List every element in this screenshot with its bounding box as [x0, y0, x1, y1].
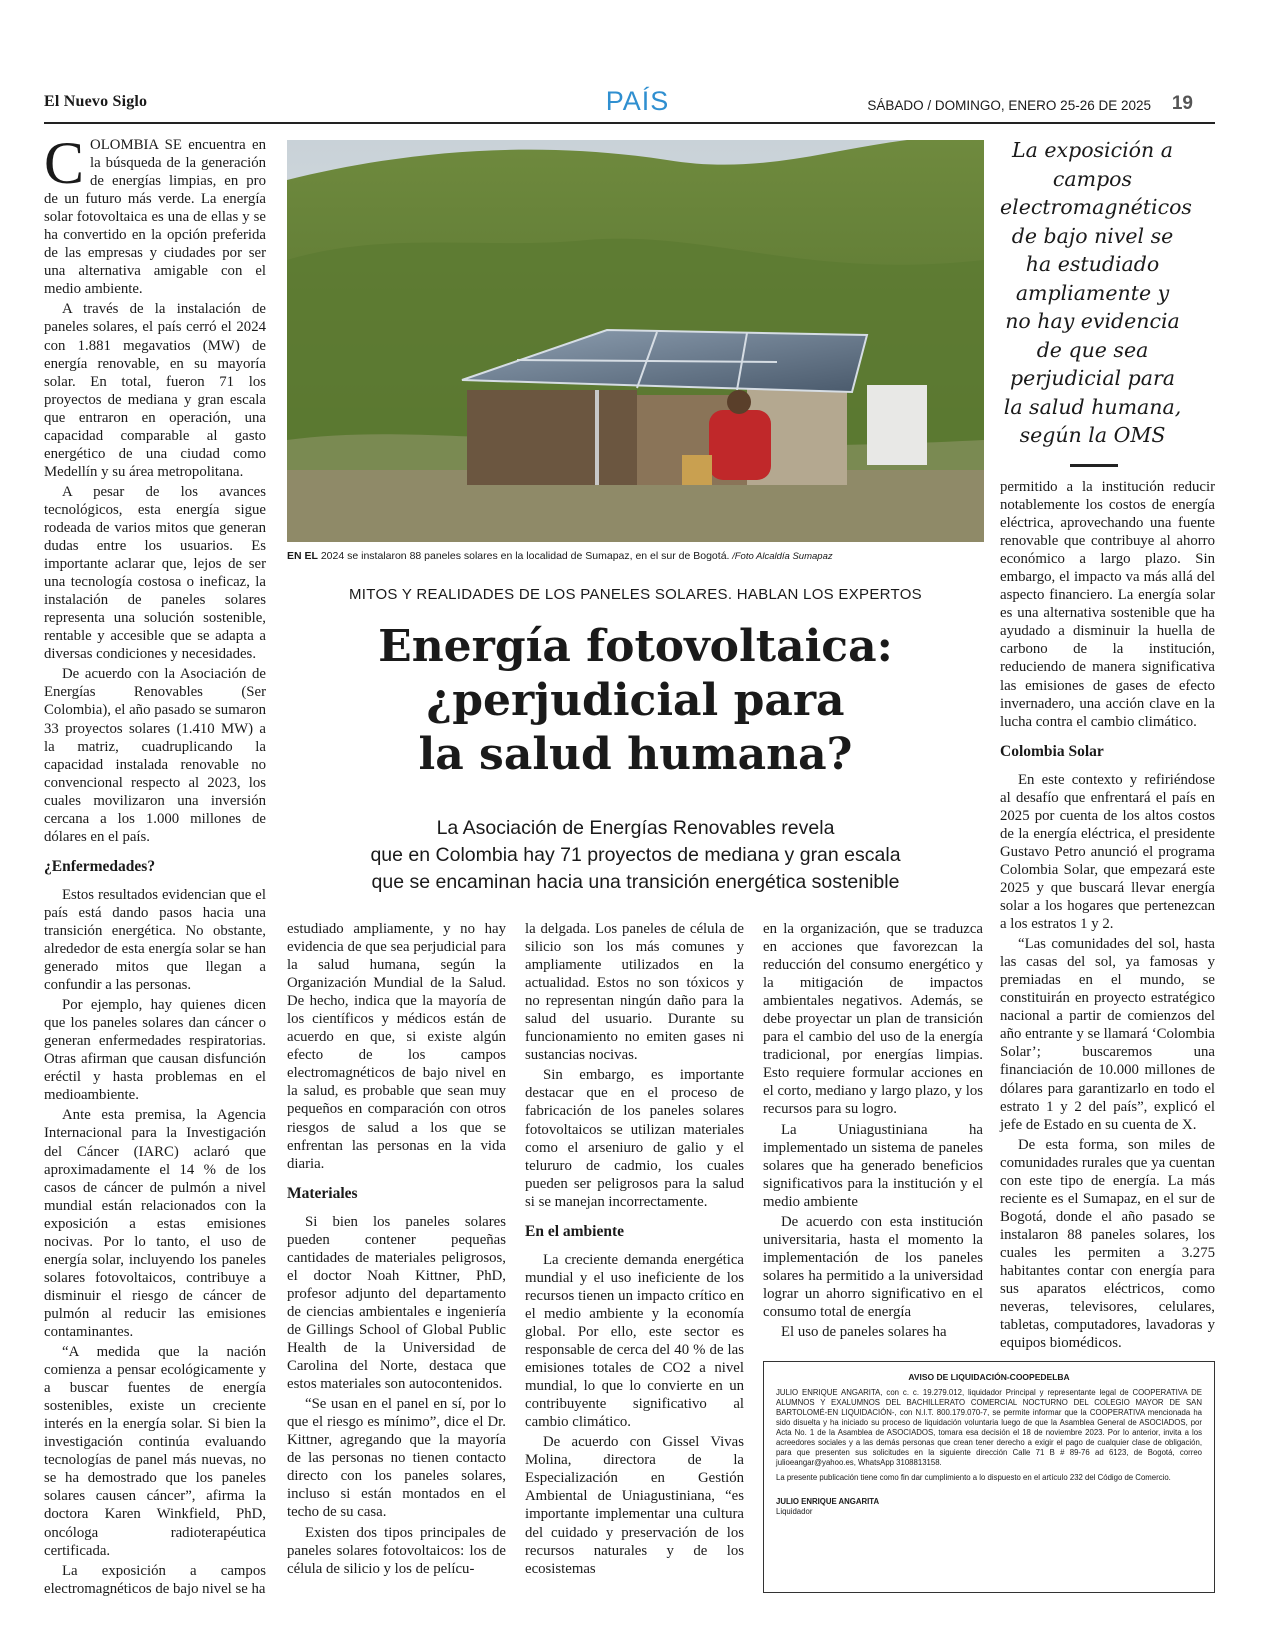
paragraph: “A medida que la nación comienza a pensar ecológicamente y a buscar fuentes de energía sostenibles, existe un creciente interés en la energía solar. Si bien la investigación continúa evaluando tecnologías de panel más nuevas, no se ha demostrado que los paneles solares causen cáncer”, afirma la doctora Karen Winkfield, PhD, oncóloga radioterapéutica certificada.	[44, 1344, 266, 1559]
paragraph: A pesar de los avances tecnológicos, esta energía sigue rodeada de varios mitos que generan dudas entre los usuarios. Es importante aclarar que, lejos de ser una tecnología costosa o ineficaz, la instalación de paneles solares representa una solución sostenible, rentable y accesible que se adapta a diversas condiciones y necesidades.	[44, 483, 266, 663]
notice-signer: JULIO ENRIQUE ANGARITA	[776, 1497, 880, 1506]
deck: La Asociación de Energías Renovables revela que en Colombia hay 71 proyectos de mediana y gran escala que se encaminan hacia una transición energética sostenible	[370, 817, 901, 893]
paragraph: en la organización, que se traduzca en acciones que favorezcan la reducción del consumo energético y la mitigación de impactos ambientales negativos. Además, se debe proyectar un plan de transición para el cambio del uso de la energía tradicional, por energías limpias. Esto requiere formular acciones en el corto, mediano y largo plazo, y los recursos para su logro.	[763, 921, 983, 1118]
paragraph: Existen dos tipos principales de paneles solares fotovoltaicos: los de célula de silicio y los de pelícu-	[287, 1524, 506, 1577]
article-column-5	[1000, 478, 1215, 1354]
kicker: MITOS Y REALIDADES DE LOS PANELES SOLARES. HABLAN LOS EXPERTOS	[349, 586, 922, 603]
lead-paragraph: COLOMBIA SE encuentra en la búsqueda de la generación de energías limpias, en pro de un futuro más verde. La energía solar fotovoltaica es una de ellas y se ha convertido en la opción preferida de las empresas y ciudades por ser una alternativa amigable con el medio ambiente.	[44, 130, 266, 298]
paragraph: De acuerdo con esta institución universitaria, hasta el momento la implementación de los paneles solares ha permitido a la universidad lograr un ahorro significativo en el consumo total de energía	[763, 1213, 983, 1320]
paragraph: La Uniagustiniana ha implementado un sistema de paneles solares que ha generado beneficios significativos para la institución y el medio ambiente	[763, 1121, 983, 1210]
paragraph: Si bien los paneles solares pueden contener pequeñas cantidades de materiales peligrosos, el doctor Noah Kittner, PhD, profesor adjunto del departamento de ciencias ambientales e ingeniería de Gillings School of Global Public Health de la Universidad de Carolina del Norte, destaca que estos materiales son autocontenidos.	[287, 1213, 506, 1393]
masthead: El Nuevo Siglo	[44, 93, 148, 110]
article-photo	[287, 140, 984, 542]
notice-title: AVISO DE LIQUIDACIÓN-COOPEDELBA	[908, 1372, 1070, 1382]
subheading: Materiales	[287, 1184, 358, 1202]
paragraph: De acuerdo con la Asociación de Energías Renovables (Ser Colombia), el año pasado se sumaron 33 proyectos solares (1.410 MW) a la matriz, cuadruplicando la capacidad instalada renovable no convencional respecto al 2023, los cuales movilizaron una inversión cercana a los 1.000 millones de dólares en el país.	[44, 666, 266, 845]
subheading: Colombia Solar	[1000, 742, 1104, 760]
paragraph: A través de la instalación de paneles solares, el país cerró el 2024 con 1.881 megavatios (MW) de energía renovable, en su mayoría solar. En total, fueron 71 los proyectos de mediana y gran escala que entraron en operación, una capacidad comparable al gasto energético de una ciudad como Medellín y su área metropolitana.	[44, 301, 266, 480]
page-number: 19	[1171, 93, 1193, 114]
solar-panel-photo-illustration	[287, 140, 984, 542]
paragraph: La creciente demanda energética mundial y el uso ineficiente de los recursos tienen un impacto crítico en el medio ambiente y la economía global. Por ello, este sector es responsable de cerca del 40 % de las emisiones totales de CO2 a nivel mundial, lo que lo convierte en un contribuyente significativo al cambio climático.	[525, 1251, 744, 1431]
paragraph: Por ejemplo, hay quienes dicen que los paneles solares dan cáncer o generan enfermedades respiratorias. Otras afirman que causan disfunción eréctil y hasta problemas en el medioambiente.	[44, 997, 266, 1104]
paragraph: “Las comunidades del sol, hasta las casas del sol, ya famosas y premiadas en el mundo, se constituirán en proyecto estratégico nacional a partir de comienzos del año entrante y se llamará ‘Colombia Solar’; buscaremos una financiación de 10.000 millones de dólares para garantizarlo en todo el estrato 1 y 2 del país”, explicó el jefe de Estado en su cuenta de X.	[1000, 936, 1215, 1133]
pull-quote-rule	[1070, 464, 1118, 467]
article-column-4	[763, 920, 983, 1343]
notice-legal: La presente publicación tiene como fin dar cumplimiento a lo dispuesto en el artículo 232 del Código de Comercio.	[776, 1473, 1171, 1482]
subheading: ¿Enfermedades?	[44, 857, 156, 875]
paragraph: De esta forma, son miles de comunidades rurales que ya cuentan con este tipo de energía. La más reciente es el Sumapaz, en el sur de Bogotá, donde el año pasado se instalaron 88 paneles solares, los cuales les permiten a 3.275 habitantes contar con energía para sus aparatos eléctricos, como neveras, televisores, celulares, tabletas, computadores, lavadoras y equipos biomédicos.	[1000, 1136, 1215, 1352]
paragraph: Estos resultados evidencian que el país está dando pasos hacia una transición energética. No obstante, alrededor de esta energía solar se han generado mitos que llegan a confundir a las personas.	[44, 886, 266, 994]
paragraph: De acuerdo con Gissel Vivas Molina, directora de la Especialización en Gestión Ambiental de Uniagustiniana, “es importante implementar una cultura del cuidado y preservación de los recursos naturales y de los ecosistemas	[525, 1434, 744, 1577]
paragraph: En este contexto y refiriéndose al desafío que enfrentará el país en 2025 por cuenta de los altos costos de la energía eléctrica, el presidente Gustavo Petro anunció el programa Colombia Solar, que empezará este 2025 y que buscará llevar energía solar a los hogares que pertenezcan a los estratos 1 y 2.	[1000, 771, 1215, 933]
issue-date: SÁBADO / DOMINGO, ENERO 25-26 DE 2025	[867, 98, 1151, 113]
paragraph: permitido a la institución reducir notablemente los costos de energía eléctrica, aprovechando una fuente renovable que contribuye al ahorro económico a largo plazo. Sin embargo, el impacto va más allá del aspecto financiero. La energía solar es una alternativa sostenible que ha ayudado a disminuir la huella de carbono de la institución, reduciendo de manera significativa las emisiones de gases de efecto invernadero, una acción clave en la lucha contra el cambio climático.	[1000, 479, 1215, 730]
paragraph: Ante esta premisa, la Agencia Internacional para la Investigación del Cáncer (IARC) aclaró que aproximadamente el 14 % de los casos de cáncer de pulmón a nivel mundial están relacionados con la exposición a estas emisiones nocivas. Por lo tanto, el uso de energía solar, incluyendo los paneles solares fotovoltaicos, contribuye a disminuir el riesgo de cáncer de pulmón al reducir las emisiones contaminantes.	[44, 1107, 266, 1340]
paragraph: Sin embargo, es importante destacar que en el proceso de fabricación de los paneles solares fotovoltaicos se utilizan materiales como el arseniuro de galio y el telururo de cadmio, los cuales pueden ser peligrosos para la salud si se manejan incorrectamente.	[525, 1067, 744, 1210]
paragraph: “Se usan en el panel en sí, por lo que el riesgo es mínimo”, dice el Dr. Kittner, agregando que la mayoría de las personas no tienen contacto directo con los paneles solares, incluso si están montados en el techo de su casa.	[287, 1396, 506, 1521]
section-title: PAÍS	[605, 86, 670, 116]
headline: Energía fotovoltaica: ¿perjudicial para la salud humana?	[378, 621, 893, 780]
paragraph: El uso de paneles solares ha	[781, 1324, 947, 1341]
paragraph: La exposición a campos electromagnéticos de bajo nivel se ha	[44, 1562, 266, 1597]
paragraph: la delgada. Los paneles de célula de silicio son los más comunes y ampliamente utilizados en la actualidad. Estos no son tóxicos y no representan ningún daño para la salud del usuario. Durante su funcionamiento no emiten gases ni sustancias nocivas.	[525, 921, 744, 1064]
notice-body: JULIO ENRIQUE ANGARITA, con c. c. 19.279.012, liquidador Principal y representante legal de COOPERATIVA DE ALUMNOS Y EXALUMNOS DEL BACHILLERATO COMERCIAL NOCTURNO DEL COLEGIO MAYOR DE SAN BARTOLOMÉ-EN LIQUIDACIÓN-, con N.I.T. 800.179.070-7, se permite informar que la COOPERATIVA mencionada ha sido disuelta y ha iniciado su proceso de liquidación voluntaria luego de que la Asamblea General de ASOCIADOS, por Acta No. 1 de la Asamblea de ASOCIADOS, tomara esa decisión el 18 de noviembre 2023. Por lo anterior, invita a los acreedores sociales y a las demás personas que crean tener derecho a exigir el pago de cualquier clase de obligación, para que presenten sus solicitudes en la siguiente dirección Calle 71 B # 89-76 ad 6123, de Bogotá, correo julioeangar@yahoo.es, WhatsApp 3108813158.	[776, 1388, 1202, 1467]
article-column-1	[44, 130, 266, 1600]
liquidation-notice	[763, 1361, 1215, 1593]
photo-caption: EN EL 2024 se instalaron 88 paneles solares en la localidad de Sumapaz, en el sur de Bogotá. /Foto Alcaldía Sumapaz	[287, 550, 833, 562]
pull-quote: La exposición a campos electromagnéticos de bajo nivel se ha estudiado ampliamente y no hay evidencia de que sea perjudicial para la salud humana, según la OMS	[1000, 138, 1192, 447]
subheading: En el ambiente	[525, 1222, 625, 1240]
paragraph: estudiado ampliamente, y no hay evidencia de que sea perjudicial para la salud humana, según la Organización Mundial de la Salud. De hecho, indica que la mayoría de los científicos y médicos están de acuerdo en que, si existe algún efecto de los campos electromagnéticos de bajo nivel en la salud, es probable que sean muy pequeños en comparación con otros riesgos de salud a los que se enfrentan las personas en la vida diaria.	[287, 921, 506, 1172]
article-column-2	[287, 920, 506, 1580]
article-column-3	[525, 920, 744, 1580]
header-rule	[44, 122, 1215, 124]
notice-role: Liquidador	[776, 1507, 813, 1516]
drop-cap: C	[44, 130, 85, 196]
